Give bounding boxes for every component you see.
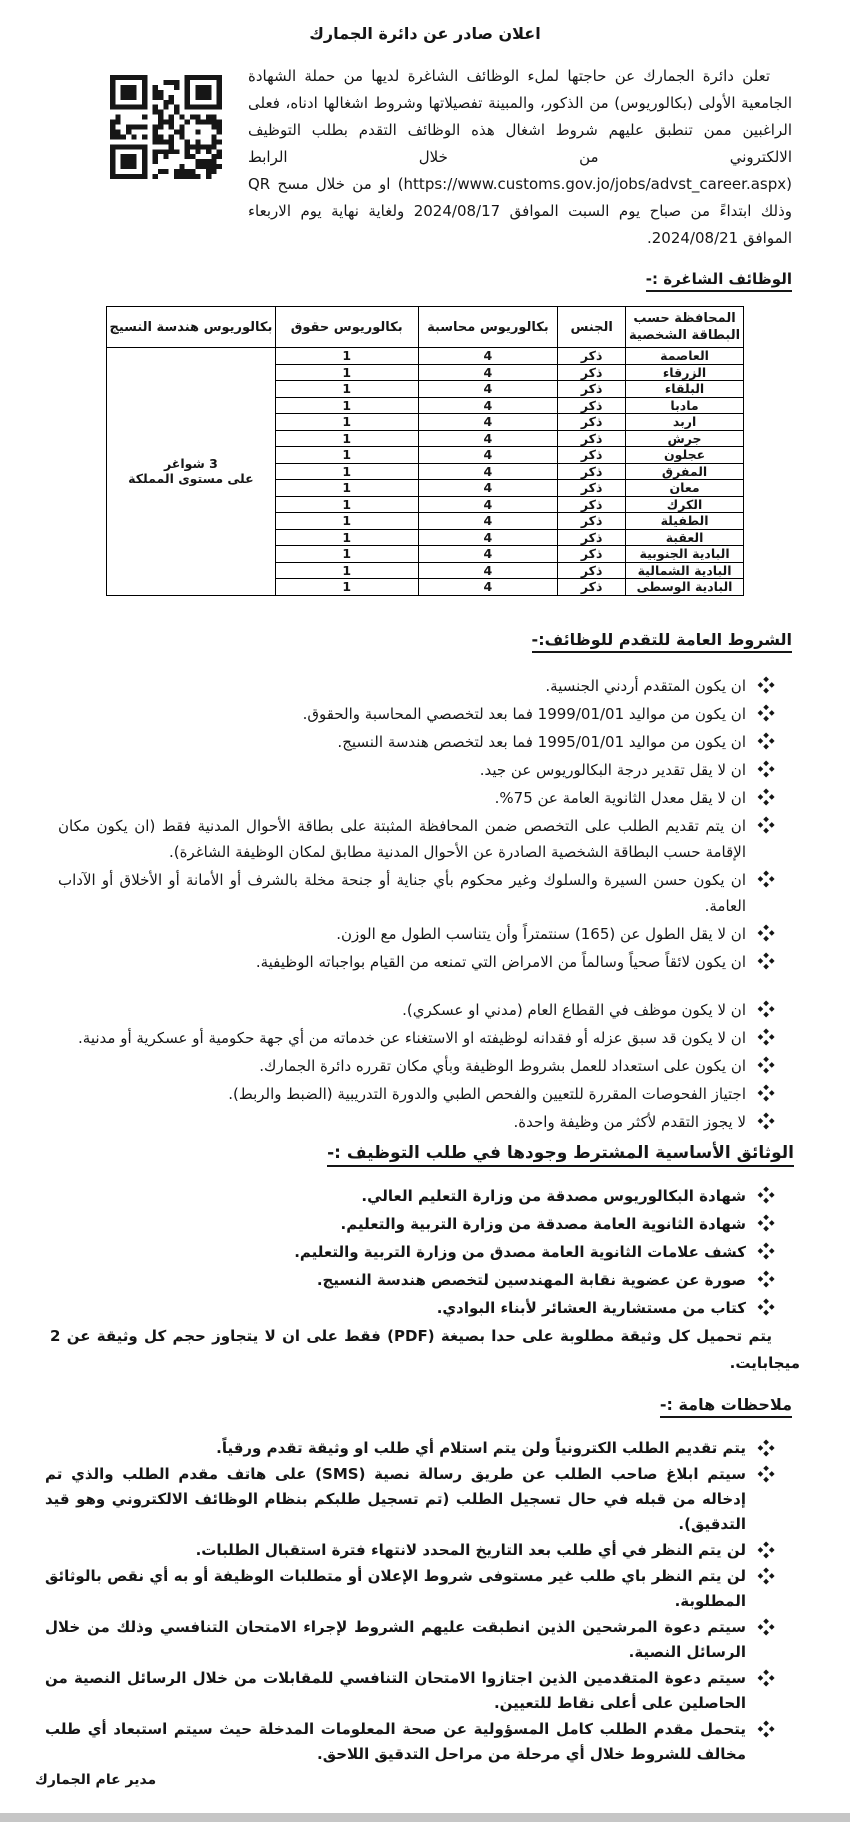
table-cell: 1 <box>275 463 418 480</box>
table-cell: ذكر <box>558 579 626 596</box>
conditions-heading: الشروط العامة للتقدم للوظائف:- <box>0 630 792 653</box>
table-cell: 4 <box>418 430 558 447</box>
bullet-item: ان يكون لائقاً صحياً وسالماً من الامراض التي تمنعه من القيام بواجباته الوظيفية. <box>58 949 772 975</box>
table-cell: 1 <box>275 348 418 365</box>
table-cell: 1 <box>275 546 418 563</box>
table-cell: ذكر <box>558 480 626 497</box>
conditions-list-group1 <box>58 673 772 975</box>
table-cell: 4 <box>418 348 558 365</box>
table-cell: المفرق <box>626 463 744 480</box>
table-cell: ذكر <box>558 414 626 431</box>
table-cell: العقبة <box>626 529 744 546</box>
table-header-cell: المحافظة حسب البطاقة الشخصية <box>626 307 744 348</box>
table-cell: 4 <box>418 496 558 513</box>
bullet-item: ان لا يقل معدل الثانوية العامة عن 75%. <box>58 785 772 811</box>
page-title: اعلان صادر عن دائرة الجمارك <box>309 24 541 43</box>
bullet-item: ان لا يكون قد سبق عزله أو فقدانه لوظيفته او الاستغناء عن خدماته من أي جهة حكومية أو عسكرية أو مدنية. <box>58 1025 772 1051</box>
bullet-item: ان يتم تقديم الطلب على التخصص ضمن المحافظة المثبتة على بطاقة الأحوال المدنية فقط (ان يكون مكان الإقامة حسب البطاقة الشخصية الصادرة عن الأحوال المدنية مطابق لمكان الوظيفة الشاغرة). <box>58 813 772 865</box>
table-cell: ذكر <box>558 463 626 480</box>
page-bottom-edge <box>0 1813 850 1822</box>
table-cell: 1 <box>275 529 418 546</box>
table-cell: العاصمة <box>626 348 744 365</box>
table-cell: الزرقاء <box>626 364 744 381</box>
table-cell: 4 <box>418 529 558 546</box>
notes-list <box>45 1436 772 1767</box>
bullet-item: صورة عن عضوية نقابة المهندسين لتخصص هندسة النسيج. <box>58 1267 772 1293</box>
intro-paragraph: تعلن دائرة الجمارك عن حاجتها لملء الوظائف الشاغرة لديها من حملة الشهادة الجامعية الأولى (بكالوريوس) من الذكور، والمبينة تفصيلاتها وشروط اشغالها ادناه، فعلى الراغبين ممن تنطبق عليهم شروط اشغال هذه الوظائف التقدم بطلب التوظيف الالكتروني من خلال الرابط (https://www.customs.gov.jo/jobs/advst_career.aspx) او من خلال مسح QR وذلك ابتداءً من صباح يوم السبت الموافق 2024/08/17 ولغاية نهاية يوم الاربعاء الموافق 2024/08/21. <box>248 67 792 247</box>
table-cell: ذكر <box>558 496 626 513</box>
table-cell: 1 <box>275 447 418 464</box>
bullet-item: كشف علامات الثانوية العامة مصدق من وزارة التربية والتعليم. <box>58 1239 772 1265</box>
vacancies-heading: الوظائف الشاغرة :- <box>0 270 792 292</box>
table-cell: ذكر <box>558 529 626 546</box>
conditions-list-group2 <box>58 997 772 1135</box>
table-cell: البلقاء <box>626 381 744 398</box>
table-cell: ذكر <box>558 562 626 579</box>
table-cell: 4 <box>418 513 558 530</box>
upload-note: يتم تحميل كل وثيقة مطلوبة على حدا بصيغة (PDF) فقط على ان لا يتجاوز حجم كل وثيقة عن 2 ميجابايت. <box>50 1326 800 1372</box>
table-header-cell: بكالوريوس حقوق <box>275 307 418 348</box>
bullet-item: سيتم دعوة المرشحين الذين انطبقت عليهم الشروط لإجراء الامتحان التنافسي وذلك من خلال الرسائل النصية. <box>45 1615 772 1665</box>
documents-heading: الوثائق الأساسية المشترط وجودها في طلب التوظيف :- <box>0 1143 794 1167</box>
table-cell: 4 <box>418 414 558 431</box>
bullet-item: ان لا يكون موظف في القطاع العام (مدني او عسكري). <box>58 997 772 1023</box>
table-cell: ذكر <box>558 397 626 414</box>
bullet-item: لا يجوز التقدم لأكثر من وظيفة واحدة. <box>58 1109 772 1135</box>
bullet-item: ان يكون على استعداد للعمل بشروط الوظيفة وبأي مكان تقرره دائرة الجمارك. <box>58 1053 772 1079</box>
table-cell: 4 <box>418 463 558 480</box>
bullet-item: سيتم دعوة المتقدمين الذين اجتازوا الامتحان التنافسي للمقابلات من خلال الرسائل النصية من الحاصلين على أعلى نقاط للتعيين. <box>45 1666 772 1716</box>
table-cell: 4 <box>418 562 558 579</box>
bullet-item: ان يكون المتقدم أردني الجنسية. <box>58 673 772 699</box>
table-cell: 4 <box>418 364 558 381</box>
table-cell: 4 <box>418 546 558 563</box>
table-cell: ذكر <box>558 546 626 563</box>
bullet-item: كتاب من مستشارية العشائر لأبناء البوادي. <box>58 1295 772 1321</box>
textile-merged-cell: 3 شواغر على مستوى المملكة <box>107 348 276 596</box>
qr-code-icon <box>110 75 222 179</box>
table-cell: 4 <box>418 480 558 497</box>
table-cell: مادبا <box>626 397 744 414</box>
table-cell: اربد <box>626 414 744 431</box>
table-cell: 1 <box>275 364 418 381</box>
bullet-item: ان لا يقل الطول عن (165) سنتمتراً وأن يتناسب الطول مع الوزن. <box>58 921 772 947</box>
vacancies-table <box>106 306 744 596</box>
intro-section <box>52 63 792 252</box>
table-cell: معان <box>626 480 744 497</box>
table-cell: ذكر <box>558 381 626 398</box>
notes-heading: ملاحظات هامة :- <box>0 1395 792 1418</box>
bullet-item: ان يكون من مواليد 1995/01/01 فما بعد لتخصص هندسة النسيج. <box>58 729 772 755</box>
bullet-item: لن يتم النظر في أي طلب بعد التاريخ المحدد لانتهاء فترة استقبال الطلبات. <box>45 1538 772 1563</box>
bullet-item: ان يكون من مواليد 1999/01/01 فما بعد لتخصصي المحاسبة والحقوق. <box>58 701 772 727</box>
bullet-item: يتم تقديم الطلب الكترونياً ولن يتم استلام أي طلب او وثيقة تقدم ورقياً. <box>45 1436 772 1461</box>
table-cell: 4 <box>418 397 558 414</box>
table-cell: عجلون <box>626 447 744 464</box>
table-row <box>107 348 744 365</box>
table-cell: ذكر <box>558 430 626 447</box>
bullet-item: سيتم ابلاغ صاحب الطلب عن طريق رسالة نصية (SMS) على هاتف مقدم الطلب والذي تم إدخاله من قبله في حال تسجيل الطلب (تم تسجيل طلبكم بنظام الوظائف الالكتروني وهو قيد التدقيق). <box>45 1462 772 1537</box>
table-cell: ذكر <box>558 364 626 381</box>
table-cell: ذكر <box>558 513 626 530</box>
table-cell: الكرك <box>626 496 744 513</box>
bullet-item: يتحمل مقدم الطلب كامل المسؤولية عن صحة المعلومات المدخلة حيث سيتم استبعاد أي طلب مخالف للشروط خلال أي مرحلة من مراحل التدقيق اللاحق. <box>45 1717 772 1767</box>
bullet-item: شهادة الثانوية العامة مصدقة من وزارة التربية والتعليم. <box>58 1211 772 1237</box>
table-cell: 4 <box>418 381 558 398</box>
table-cell: 1 <box>275 496 418 513</box>
table-cell: 1 <box>275 430 418 447</box>
bullet-item: لن يتم النظر باي طلب غير مستوفى شروط الإعلان أو متطلبات الوظيفة أو به أي نقص بالوثائق المطلوبة. <box>45 1564 772 1614</box>
table-cell: 1 <box>275 414 418 431</box>
table-cell: البادية الجنوبية <box>626 546 744 563</box>
table-cell: 1 <box>275 579 418 596</box>
table-cell: 1 <box>275 397 418 414</box>
table-cell: الطفيلة <box>626 513 744 530</box>
table-cell: ذكر <box>558 348 626 365</box>
table-cell: البادية الوسطى <box>626 579 744 596</box>
table-header-cell: بكالوريوس محاسبة <box>418 307 558 348</box>
table-cell: 1 <box>275 562 418 579</box>
signature: مدير عام الجمارك <box>35 1772 157 1788</box>
bullet-item: ان يكون حسن السيرة والسلوك وغير محكوم بأي جناية أو جنحة مخلة بالشرف أو الأمانة أو الأخلاق أو الآداب العامة. <box>58 867 772 919</box>
table-header-cell: الجنس <box>558 307 626 348</box>
documents-list <box>58 1183 772 1321</box>
table-cell: 4 <box>418 447 558 464</box>
table-cell: 1 <box>275 480 418 497</box>
table-cell: جرش <box>626 430 744 447</box>
bullet-item: اجتياز الفحوصات المقررة للتعيين والفحص الطبي والدورة التدريبية (الضبط والربط). <box>58 1081 772 1107</box>
table-cell: 4 <box>418 579 558 596</box>
bullet-item: ان لا يقل تقدير درجة البكالوريوس عن جيد. <box>58 757 772 783</box>
table-cell: ذكر <box>558 447 626 464</box>
table-header-cell: بكالوريوس هندسة النسيج <box>107 307 276 348</box>
table-cell: 1 <box>275 381 418 398</box>
table-cell: 1 <box>275 513 418 530</box>
table-cell: البادية الشمالية <box>626 562 744 579</box>
bullet-item: شهادة البكالوريوس مصدقة من وزارة التعليم العالي. <box>58 1183 772 1209</box>
